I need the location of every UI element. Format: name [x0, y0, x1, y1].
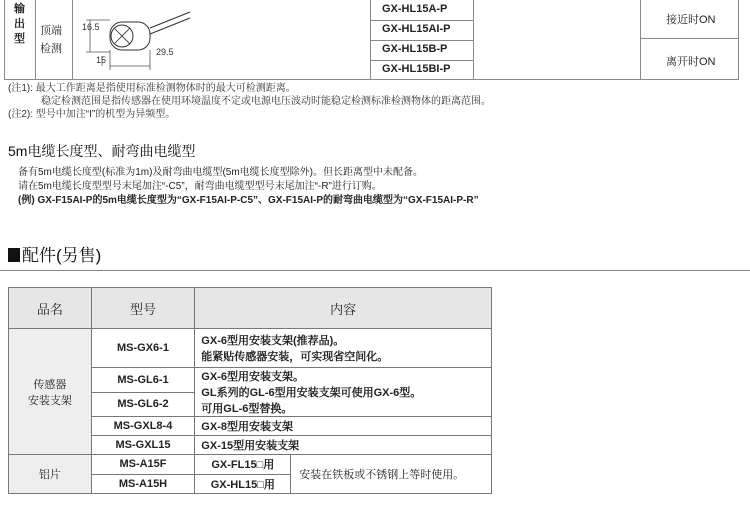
divider	[0, 270, 750, 271]
model-cell: GX-HL15A-P	[382, 3, 448, 15]
cable-line: 备有5m电缆长度型(标准为1m)及耐弯曲电缆型(5m电缆长度型除外)。但长距离型中未配备。	[18, 167, 423, 178]
content-cell	[195, 455, 492, 494]
header-content: 内容	[195, 288, 492, 329]
top-detect-label: 顶端 检测	[40, 25, 62, 55]
model-cell: MS-A15F	[91, 455, 195, 475]
table-header-row	[9, 288, 492, 329]
model-cell: MS-GL6-1	[91, 368, 195, 393]
notes	[8, 82, 738, 121]
header-name: 品名	[9, 288, 92, 329]
cable-section-heading: 5m电缆长度型、耐弯曲电缆型	[8, 143, 196, 159]
category-aluminum: 铝片	[9, 455, 92, 494]
table-row	[9, 329, 492, 368]
note-1: (注1): 最大工作距离是指使用标准检测物体时的最大可检测距离。	[8, 83, 296, 94]
model-cell: MS-GX6-1	[91, 329, 195, 368]
note-1-cont: 稳定检测范围是指传感器在使用环境温度不定或电源电压波动时能稳定检测标准检测物体的距离范围。	[41, 96, 491, 107]
model-cell: GX-HL15BI-P	[382, 63, 451, 75]
content-cell: GX-6型用安装支架。 GL系列的GL-6型用安装支架可使用GX-6型。 可用GL-6型替换。	[195, 368, 492, 417]
accessories-table	[8, 287, 492, 494]
model-cell: MS-GXL15	[91, 436, 195, 455]
sensor-dimension-drawing	[80, 0, 200, 78]
spec-table-fragment	[0, 0, 750, 80]
cable-line: 请在5m电缆长度型型号末尾加注“-C5”，耐弯曲电缆型型号末尾加注“-R”进行订购。	[18, 181, 382, 192]
category-bracket: 传感器 安装支架	[9, 329, 92, 455]
model-cell: MS-GL6-2	[91, 392, 195, 417]
target-cell: GX-HL15□用	[210, 478, 275, 491]
aluminum-desc: 安装在铁板或不锈钢上等时使用。	[299, 469, 465, 481]
cable-line: (例) GX-F15AI-P的5m电缆长度型为“GX-F15AI-P-C5”、GX-F15AI-P的耐弯曲电缆型为“GX-F15AI-P-R”	[18, 195, 479, 206]
target-cell: GX-FL15□用	[195, 455, 290, 475]
header-model: 型号	[91, 288, 195, 329]
cable-section-text	[18, 166, 479, 208]
model-cell: GX-HL15B-P	[382, 43, 448, 55]
svg-text:15: 15	[96, 55, 107, 65]
model-cell: MS-GXL8-4	[91, 417, 195, 436]
svg-text:16.5: 16.5	[82, 22, 100, 32]
square-bullet-icon	[8, 248, 20, 262]
model-cell: GX-HL15AI-P	[382, 23, 451, 35]
table-row	[9, 455, 492, 475]
content-cell: GX-6型用安装支架(推荐品)。 能紧贴传感器安装，可实现省空间化。	[195, 329, 492, 368]
output-cell: 离开时ON	[666, 56, 716, 68]
svg-text:29.5: 29.5	[156, 47, 174, 57]
content-cell: GX-15型用安装支架	[195, 436, 492, 455]
note-2: (注2): 型号中加注“I”的机型为异频型。	[8, 109, 176, 120]
accessories-heading: 配件(另售)	[8, 241, 101, 266]
output-cell: 接近时ON	[666, 14, 716, 26]
content-cell: GX-8型用安装支架	[195, 417, 492, 436]
output-type-label: 输 出 型	[14, 3, 25, 45]
model-cell: MS-A15H	[91, 474, 195, 494]
